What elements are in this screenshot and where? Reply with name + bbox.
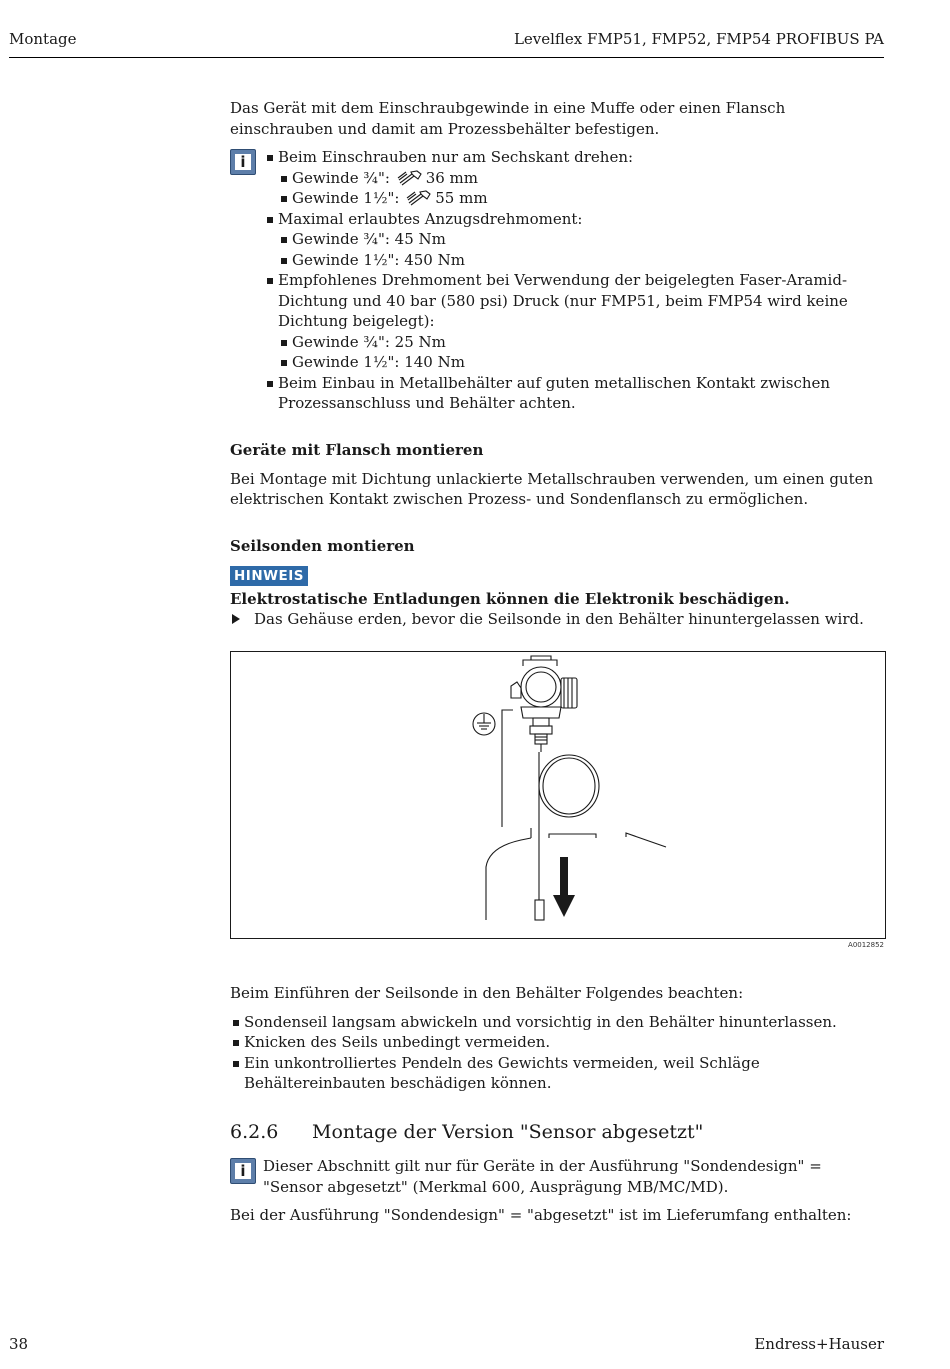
section-text: Bei der Ausführung "Sondendesign" = "abgesetzt" ist im Lieferumfang enthalten: bbox=[230, 1206, 852, 1224]
section-text-block bbox=[230, 1205, 886, 1226]
list-item: Gewinde ¾": 25 Nm bbox=[278, 332, 886, 353]
page-number: 38 bbox=[9, 1335, 29, 1353]
section-info-text: Dieser Abschnitt gilt nur für Geräte in der Ausführung "Sondendesign" = "Sensor abgesetzt" (Merkmal 600, Ausprägung MB/MC/MD). bbox=[263, 1157, 822, 1196]
list-item: Gewinde ¾": 45 Nm bbox=[278, 229, 886, 250]
info-block bbox=[230, 147, 886, 414]
sub-list bbox=[278, 168, 886, 209]
sub-list bbox=[278, 229, 886, 270]
section-626 bbox=[230, 1122, 886, 1143]
list-item: Gewinde 1½": 140 Nm bbox=[278, 352, 886, 373]
header-section: Montage bbox=[9, 30, 77, 48]
insertion-list bbox=[230, 1012, 886, 1094]
list-item: Gewinde 1½": 450 Nm bbox=[278, 250, 886, 271]
header-divider bbox=[9, 57, 884, 58]
intro-block bbox=[230, 98, 886, 139]
arrow-icon bbox=[232, 614, 240, 624]
list-item: Gewinde 1½": 55 mm bbox=[278, 188, 886, 209]
warning-action: Das Gehäuse erden, bevor die Seilsonde in den Behälter hinuntergelassen wird. bbox=[230, 609, 886, 630]
list-item: Knicken des Seils unbedingt vermeiden. bbox=[230, 1032, 886, 1053]
list-item: Ein unkontrolliertes Pendeln des Gewichts vermeiden, weil Schläge Behältereinbauten beschädigen können. bbox=[230, 1053, 886, 1094]
section-info-block bbox=[230, 1156, 886, 1197]
warning-title: Elektrostatische Entladungen können die Elektronik beschädigen. bbox=[230, 589, 790, 608]
list-item: Beim Einbau in Metallbehälter auf guten metallischen Kontakt zwischen Prozessanschluss und Behälter achten. bbox=[264, 373, 886, 414]
info-icon: i bbox=[230, 149, 256, 175]
insertion-section bbox=[230, 983, 886, 1094]
wrench-icon bbox=[406, 190, 432, 206]
section-title: Montage der Version "Sensor abgesetzt" bbox=[312, 1121, 704, 1143]
info-list bbox=[264, 147, 886, 414]
sub-list bbox=[278, 332, 886, 373]
section-heading bbox=[230, 1122, 886, 1143]
flange-section bbox=[230, 440, 886, 510]
figure-rope-probe bbox=[230, 651, 886, 939]
list-item: Gewinde ¾": 36 mm bbox=[278, 168, 886, 189]
section-number: 6.2.6 bbox=[230, 1121, 279, 1143]
wrench-icon bbox=[397, 170, 423, 186]
list-item: Maximal erlaubtes Anzugsdrehmoment: Gewinde ¾": 45 Nm Gewinde 1½": 450 Nm bbox=[264, 209, 886, 271]
intro-text: Das Gerät mit dem Einschraubgewinde in eine Muffe oder einen Flansch einschrauben und damit am Prozessbehälter befestigen. bbox=[230, 99, 786, 138]
info-icon: i bbox=[230, 1158, 256, 1184]
flange-text: Bei Montage mit Dichtung unlackierte Metallschrauben verwenden, um einen guten elektrischen Kontakt zwischen Prozess- und Sondenflansch zu ermöglichen. bbox=[230, 469, 874, 508]
notice-badge: HINWEIS bbox=[230, 566, 308, 586]
header-product: Levelflex FMP51, FMP52, FMP54 PROFIBUS PA bbox=[513, 30, 884, 48]
rope-section bbox=[230, 536, 886, 630]
list-item: Sondenseil langsam abwickeln und vorsichtig in den Behälter hinunterlassen. bbox=[230, 1012, 886, 1033]
figure-code: A0012852 bbox=[848, 941, 884, 949]
probe-illustration bbox=[231, 652, 885, 938]
list-item: Empfohlenes Drehmoment bei Verwendung der beigelegten Faser-Aramid-Dichtung und 40 bar (580 psi) Druck (nur FMP51, beim FMP54 wird keine Dichtung beigelegt): Gewinde ¾": 25 Nm Gewinde 1½": 140 Nm bbox=[264, 270, 886, 373]
list-item: Beim Einschrauben nur am Sechskant drehen: Gewinde ¾": 36 mm Gewinde 1½": 55 mm bbox=[264, 147, 886, 209]
insertion-intro: Beim Einführen der Seilsonde in den Behälter Folgendes beachten: bbox=[230, 984, 744, 1002]
flange-heading: Geräte mit Flansch montieren bbox=[230, 441, 484, 459]
footer-brand: Endress+Hauser bbox=[754, 1335, 884, 1353]
rope-heading: Seilsonden montieren bbox=[230, 537, 415, 555]
